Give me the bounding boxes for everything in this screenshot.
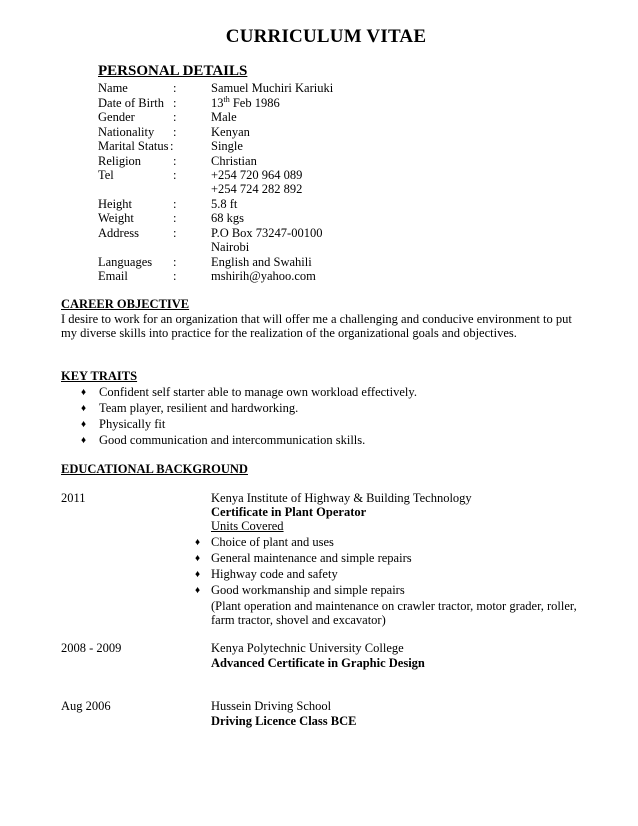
sep-marital-status: : [170, 139, 174, 153]
sep-name: : [173, 81, 177, 95]
bullet-icon: ♦ [81, 403, 87, 414]
label-tel: Tel [98, 168, 114, 182]
units-note-line-2: farm tractor, shovel and excavator) [211, 613, 386, 627]
sep-dob: : [173, 96, 177, 110]
document-title: CURRICULUM VITAE [225, 26, 427, 47]
sep-height: : [173, 197, 177, 211]
sep-tel: : [173, 168, 177, 182]
trait-item: Team player, resilient and hardworking. [99, 401, 299, 415]
bullet-icon: ♦ [195, 569, 201, 580]
value-tel-1: +254 720 964 089 [211, 168, 303, 182]
bullet-icon: ♦ [195, 553, 201, 564]
key-traits-heading: KEY TRAITS [61, 369, 138, 383]
sep-gender: : [173, 110, 177, 124]
value-email: mshirih@yahoo.com [211, 269, 316, 283]
sep-weight: : [173, 211, 177, 225]
career-objective-line-1: I desire to work for an organization that will offer me a challenging and conducive environment to put [61, 312, 572, 326]
sep-religion: : [173, 154, 177, 168]
trait-item: Good communication and intercommunication skills. [99, 433, 366, 447]
education-qualification: Certificate in Plant Operator [211, 505, 367, 519]
value-address-1: P.O Box 73247-00100 [211, 226, 323, 240]
education-date: Aug 2006 [61, 699, 111, 713]
education-institution: Kenya Institute of Highway & Building Technology [211, 491, 472, 505]
label-nationality: Nationality [98, 125, 155, 139]
bullet-icon: ♦ [81, 435, 87, 446]
education-date: 2008 - 2009 [61, 641, 122, 655]
bullet-icon: ♦ [81, 387, 87, 398]
label-religion: Religion [98, 154, 142, 168]
value-weight: 68 kgs [211, 211, 244, 225]
value-languages: English and Swahili [211, 255, 312, 269]
education-institution: Hussein Driving School [211, 699, 332, 713]
value-gender: Male [211, 110, 237, 124]
label-languages: Languages [98, 255, 153, 269]
unit-item: Good workmanship and simple repairs [211, 583, 405, 597]
sep-languages: : [173, 255, 177, 269]
value-address-2: Nairobi [211, 240, 250, 254]
education-heading: EDUCATIONAL BACKGROUND [61, 462, 248, 476]
value-dob: 13th Feb 1986 [211, 94, 280, 110]
label-marital-status: Marital Status [98, 139, 169, 153]
education-date: 2011 [61, 491, 86, 505]
value-height: 5.8 ft [211, 197, 238, 211]
label-name: Name [98, 81, 128, 95]
label-height: Height [98, 197, 133, 211]
education-institution: Kenya Polytechnic University College [211, 641, 404, 655]
personal-details-heading: PERSONAL DETAILS [98, 63, 248, 79]
sep-nationality: : [173, 125, 177, 139]
unit-item: Choice of plant and uses [211, 535, 334, 549]
value-nationality: Kenyan [211, 125, 250, 139]
value-religion: Christian [211, 154, 257, 168]
trait-item: Physically fit [99, 417, 166, 431]
unit-item: General maintenance and simple repairs [211, 551, 412, 565]
career-objective-line-2: my diverse skills into practice for the realization of the organizational goals and objectives. [61, 326, 517, 340]
education-qualification: Driving Licence Class BCE [211, 714, 357, 728]
unit-item: Highway code and safety [211, 567, 338, 581]
sep-address: : [173, 226, 177, 240]
trait-item: Confident self starter able to manage own workload effectively. [99, 385, 417, 399]
label-gender: Gender [98, 110, 135, 124]
bullet-icon: ♦ [81, 419, 87, 430]
label-email: Email [98, 269, 128, 283]
bullet-icon: ♦ [195, 585, 201, 596]
value-name: Samuel Muchiri Kariuki [211, 81, 334, 95]
units-note-line-1: (Plant operation and maintenance on crawler tractor, motor grader, roller, [211, 599, 577, 613]
career-objective-heading: CAREER OBJECTIVE [61, 297, 190, 311]
units-covered-label: Units Covered [211, 519, 284, 533]
label-weight: Weight [98, 211, 134, 225]
value-marital-status: Single [211, 139, 243, 153]
education-qualification: Advanced Certificate in Graphic Design [211, 656, 425, 670]
value-tel-2: +254 724 282 892 [211, 182, 303, 196]
bullet-icon: ♦ [195, 537, 201, 548]
label-dob: Date of Birth [98, 96, 164, 110]
label-address: Address [98, 226, 139, 240]
sep-email: : [173, 269, 177, 283]
